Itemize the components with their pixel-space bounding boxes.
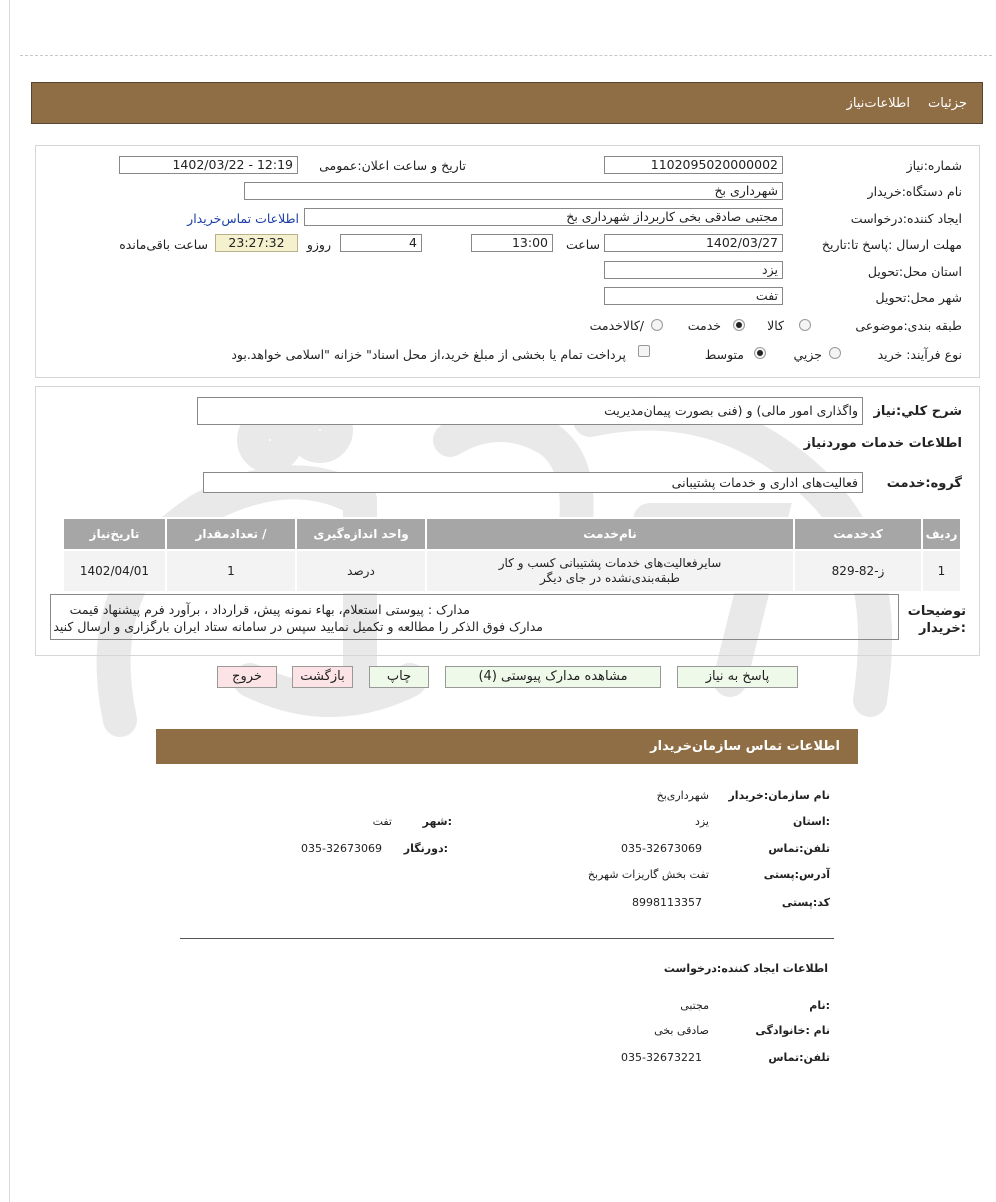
payment-note: پرداخت تمام یا بخشی از مبلغ خرید،از محل اسناد" خزانه "اسلامی خواهد.بود — [231, 347, 626, 362]
table-row — [63, 550, 961, 592]
table-header-row — [63, 518, 961, 550]
reply-button[interactable]: پاسخ به نیاز — [677, 666, 798, 688]
col-quantity: / تعدادمقدار — [166, 518, 296, 550]
fax-label: :دورنگار — [403, 842, 448, 855]
tab-details[interactable]: جزئیات — [928, 96, 967, 111]
process-partial-radio[interactable] — [829, 347, 841, 359]
postal-code-value: 8998113357 — [632, 896, 702, 909]
left-border — [9, 0, 10, 1202]
contact-divider — [180, 938, 834, 939]
address-value: تفت بخش گاریزات شهربخ — [587, 868, 709, 881]
days-label: روزو — [306, 237, 331, 252]
service-group-field: فعالیت‌های اداری و خدمات پشتیبانی — [203, 472, 863, 493]
contact-header-bar — [156, 729, 858, 764]
exit-button[interactable]: خروج — [217, 666, 277, 688]
creator-family-value: صادقی بخی — [654, 1024, 709, 1037]
time-label: ساعت — [565, 237, 600, 252]
cell-row-number: 1 — [922, 550, 961, 592]
process-medium-radio[interactable] — [754, 347, 766, 359]
buyer-notes-box — [50, 594, 899, 640]
cell-unit: درصد — [296, 550, 426, 592]
col-service-name: نام‌خدمت — [426, 518, 794, 550]
buyer-org-field: شهرداری بخ — [244, 182, 783, 200]
category-service-radio[interactable] — [733, 319, 745, 331]
process-partial-label: جزيي — [793, 347, 822, 362]
org-name-value: شهرداری‌بخ — [656, 789, 709, 802]
announce-field: 1402/03/22 - 12:19 — [119, 156, 298, 174]
days-field: 4 — [340, 234, 422, 252]
creator-family-label: نام :خانوادگی — [755, 1024, 830, 1037]
tab-need-info[interactable]: اطلاعات‌نیاز — [846, 96, 910, 111]
province-label: استان محل:تحویل — [867, 264, 962, 279]
buyer-notes-line1: مدارک : پیوستی استعلام، بهاء نمونه پیش، قرارداد ، برآورد فرم پیشنهاد قیمت — [69, 602, 470, 617]
view-attachments-button[interactable]: مشاهده مدارک پیوستی (4) — [445, 666, 661, 688]
category-goods-service-radio[interactable] — [651, 319, 663, 331]
creator-label: ایجاد کننده:درخواست — [850, 211, 962, 226]
deadline-time-field: 13:00 — [471, 234, 553, 252]
need-number-label: شماره:نیاز — [906, 158, 962, 173]
service-group-label: گروه:خدمت — [886, 476, 962, 491]
category-goods-label: کالا — [767, 318, 784, 333]
buyer-org-label: نام دستگاه:خریدار — [867, 184, 962, 199]
postal-code-label: کد:پستی — [781, 896, 830, 909]
payment-checkbox[interactable] — [638, 345, 650, 357]
contact-province-value: یزد — [694, 815, 709, 828]
deadline-date-field: 1402/03/27 — [604, 234, 783, 252]
province-field: یزد — [604, 261, 783, 279]
creator-name-label: :نام — [809, 999, 830, 1012]
remaining-time-field: 23:27:32 — [215, 234, 298, 252]
print-button[interactable]: چاپ — [369, 666, 429, 688]
col-service-code: کدخدمت — [794, 518, 922, 550]
buyer-contact-link[interactable]: اطلاعات تماس‌خریدار — [187, 211, 299, 226]
buyer-notes-label: توضیحات :خریدار — [907, 604, 966, 636]
header-bar — [31, 82, 983, 124]
deadline-label: مهلت ارسال :پاسخ تا:تاریخ — [821, 237, 962, 252]
city-label: شهر محل:تحویل — [875, 290, 962, 305]
creator-name-value: مجتبی — [680, 999, 709, 1012]
top-divider — [20, 55, 992, 56]
contact-phone-value: 035-32673069 — [621, 842, 702, 855]
org-name-label: نام سازمان:خریدار — [728, 789, 830, 802]
process-label: نوع فرآیند: خرید — [877, 347, 962, 362]
creator-phone-label: تلفن:تماس — [768, 1051, 830, 1064]
fax-value: 035-32673069 — [301, 842, 382, 855]
category-service-label: خدمت — [687, 318, 721, 333]
category-goods-service-label: /کالاخدمت — [589, 318, 644, 333]
col-need-date: تاریخ‌نیاز — [63, 518, 166, 550]
address-label: آدرس:پستی — [763, 868, 830, 881]
col-unit: واحد اندازه‌گیری — [296, 518, 426, 550]
category-label: طبقه بندی:موضوعی — [855, 318, 962, 333]
creator-info-title: اطلاعات ایجاد کننده:درخواست — [663, 962, 828, 975]
process-medium-label: متوسط — [704, 347, 744, 362]
creator-phone-value: 035-32673221 — [621, 1051, 702, 1064]
services-heading: اطلاعات خدمات موردنیاز — [803, 436, 962, 451]
category-goods-radio[interactable] — [799, 319, 811, 331]
contact-phone-label: تلفن:تماس — [768, 842, 830, 855]
announce-label: تاریخ و ساعت اعلان:عمومی — [319, 158, 466, 173]
contact-city-label: :شهر — [422, 815, 452, 828]
description-label: شرح کلي:نیاز — [873, 404, 962, 419]
col-row-number: ردیف — [922, 518, 961, 550]
contact-title: اطلاعات تماس سازمان‌خریدار — [650, 739, 840, 754]
cell-quantity: 1 — [166, 550, 296, 592]
contact-province-label: :استان — [793, 815, 830, 828]
buyer-notes-line2: مدارک فوق الذکر را مطالعه و تکمیل نمایید سپس در سامانه ستاد ایران بارگزاری و ارسال کنید — [53, 619, 543, 634]
services-table — [62, 517, 962, 593]
creator-field: مجتبی صادقی بخی کاربرداز شهرداری بخ — [304, 208, 783, 226]
back-button[interactable]: بازگشت — [292, 666, 353, 688]
cell-need-date: 1402/04/01 — [63, 550, 166, 592]
cell-service-code: ز-82-829 — [794, 550, 922, 592]
contact-city-value: تفت — [372, 815, 392, 828]
cell-service-name: سایرفعالیت‌های خدمات پشتیبانی کسب و کار طبقه‌بندی‌نشده در جای دیگر — [426, 550, 794, 592]
city-field: تفت — [604, 287, 783, 305]
need-number-field: 1102095020000002 — [604, 156, 783, 174]
description-field: واگذاری امور مالی) و (فنی بصورت پیمان‌مدیریت — [197, 397, 863, 425]
need-details-panel — [35, 145, 980, 378]
remaining-label: ساعت باقی‌مانده — [119, 237, 208, 252]
